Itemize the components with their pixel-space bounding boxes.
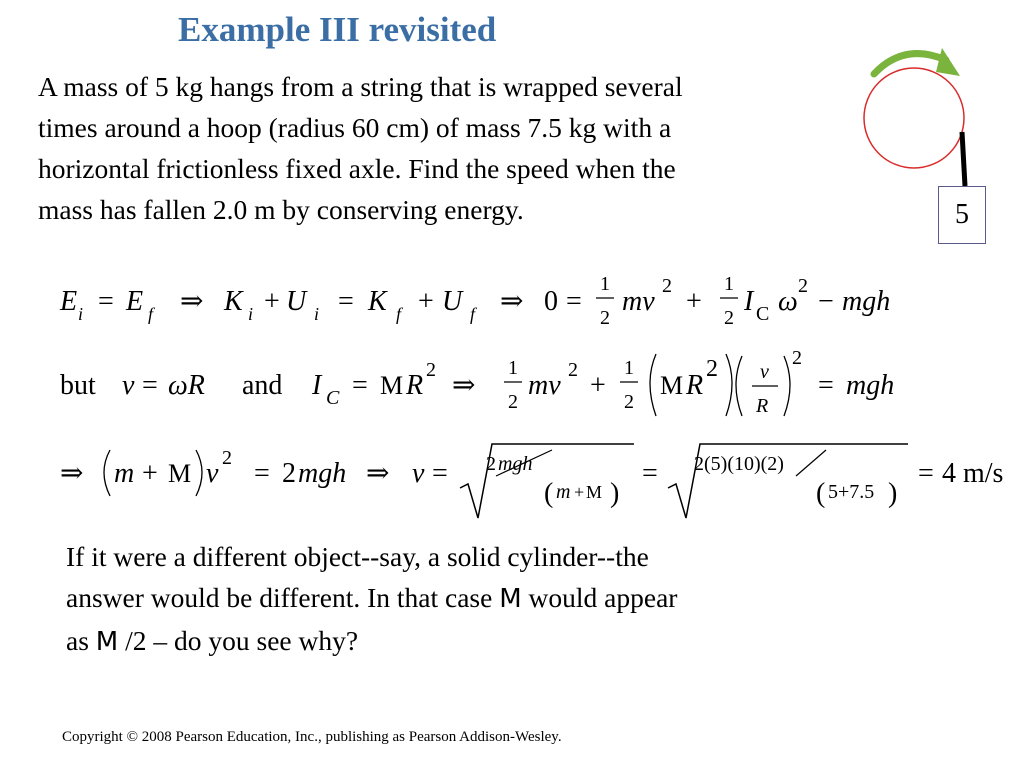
svg-text:mgh: mgh	[498, 453, 533, 475]
svg-text:1: 1	[724, 273, 734, 295]
svg-text:f: f	[148, 304, 154, 324]
equation-substitution	[56, 346, 926, 426]
follow-up-line: answer would be different. In that case M would appear	[66, 582, 678, 614]
string-icon	[962, 132, 965, 186]
svg-text:mgh: mgh	[298, 458, 347, 489]
svg-text:mv: mv	[528, 370, 561, 401]
hoop-mass-symbol: M	[95, 627, 119, 657]
svg-text:): )	[610, 478, 620, 509]
arrow-head-icon	[936, 48, 960, 76]
svg-text:2: 2	[222, 447, 232, 469]
svg-text:i: i	[314, 304, 320, 324]
equation-energy-conservation	[56, 268, 926, 334]
svg-text:=: =	[566, 286, 582, 317]
svg-text:⇒: ⇒	[366, 458, 390, 489]
problem-statement	[38, 66, 848, 230]
svg-text:+: +	[686, 286, 702, 317]
svg-text:−: −	[818, 286, 834, 317]
svg-text:⇒: ⇒	[60, 458, 84, 489]
svg-text:v: v	[412, 458, 425, 489]
svg-text:U: U	[286, 286, 307, 317]
svg-text:v: v	[206, 458, 219, 489]
svg-text:mgh: mgh	[846, 370, 895, 401]
svg-text:=: =	[142, 370, 158, 401]
svg-text:2(5)(10)(2): 2(5)(10)(2)	[694, 453, 784, 475]
svg-text:=: =	[818, 370, 834, 401]
hanging-mass: 5	[938, 186, 986, 244]
svg-text:+: +	[590, 370, 606, 401]
svg-text:K: K	[224, 286, 243, 317]
svg-text:2: 2	[486, 453, 496, 475]
svg-text:i: i	[78, 304, 84, 324]
svg-text:2: 2	[600, 307, 610, 329]
svg-text:f: f	[396, 304, 402, 324]
svg-text:1: 1	[600, 273, 610, 295]
follow-up-line: If it were a different object--say, a solid cylinder--the	[66, 541, 649, 572]
svg-text:M: M	[586, 482, 603, 502]
svg-text:⇒: ⇒	[452, 370, 476, 401]
svg-text:f: f	[470, 304, 476, 324]
svg-text:R: R	[406, 370, 424, 401]
problem-line: A mass of 5 kg hangs from a string that is wrapped several	[38, 71, 683, 102]
svg-text:M: M	[380, 371, 404, 400]
svg-text:2: 2	[568, 359, 578, 381]
svg-text:C: C	[326, 387, 340, 409]
svg-text:0: 0	[544, 286, 558, 317]
svg-text:R: R	[686, 370, 704, 401]
svg-text:2: 2	[508, 391, 518, 413]
svg-text:2: 2	[624, 391, 634, 413]
svg-text:2: 2	[426, 359, 436, 381]
svg-text:5+7.5: 5+7.5	[828, 481, 875, 503]
svg-text:+: +	[264, 286, 280, 317]
svg-text:I: I	[744, 286, 754, 317]
svg-text:2: 2	[706, 356, 718, 382]
svg-text:v: v	[760, 361, 769, 383]
svg-text:i: i	[248, 304, 254, 324]
svg-text:m: m	[556, 481, 571, 503]
svg-text:): )	[888, 478, 898, 509]
svg-text:=: =	[98, 286, 114, 317]
svg-text:1: 1	[624, 357, 634, 379]
svg-text:M: M	[660, 371, 684, 400]
svg-text:(: (	[816, 478, 826, 509]
equation-solution	[56, 436, 1016, 526]
svg-text:but: but	[60, 370, 96, 401]
svg-text:=: =	[642, 458, 658, 489]
hoop-icon	[864, 68, 964, 168]
problem-line: times around a hoop (radius 60 cm) of mass 7.5 kg with a	[38, 112, 672, 143]
svg-text:R: R	[756, 395, 769, 417]
svg-text:2: 2	[662, 275, 672, 297]
problem-line: horizontal frictionless fixed axle. Find the speed when the	[38, 153, 676, 184]
svg-text:v: v	[122, 370, 135, 401]
svg-text:m: m	[114, 458, 135, 489]
svg-text:2: 2	[798, 275, 808, 297]
svg-text:ωR: ωR	[168, 370, 205, 401]
svg-text:⇒: ⇒	[180, 286, 204, 317]
svg-text:=: =	[352, 370, 368, 401]
copyright-footer: Copyright © 2008 Pearson Education, Inc., publishing as Pearson Addison-Wesley.	[62, 729, 562, 745]
svg-text:4 m/s: 4 m/s	[942, 458, 1004, 489]
svg-text:=: =	[254, 458, 270, 489]
problem-line: mass has fallen 2.0 m by conserving energy.	[38, 194, 524, 225]
svg-text:1: 1	[508, 357, 518, 379]
svg-text:2: 2	[282, 458, 296, 489]
svg-text:E: E	[60, 286, 78, 317]
slide-title: Example III revisited	[178, 10, 497, 49]
svg-text:+: +	[574, 482, 585, 502]
svg-text:M: M	[168, 459, 192, 488]
svg-text:2: 2	[792, 347, 802, 369]
svg-text:and: and	[242, 370, 283, 401]
hoop-mass-symbol: M	[499, 584, 522, 614]
svg-text:(: (	[544, 478, 554, 509]
follow-up-line: as M /2 – do you see why?	[66, 625, 359, 657]
svg-text:=: =	[338, 286, 354, 317]
hoop-diagram	[858, 40, 1008, 200]
svg-text:U: U	[442, 286, 463, 317]
svg-text:I: I	[312, 370, 322, 401]
svg-text:C: C	[756, 303, 770, 325]
svg-text:K: K	[368, 286, 387, 317]
svg-text:=: =	[918, 458, 934, 489]
svg-text:⇒: ⇒	[500, 286, 524, 317]
svg-text:ω: ω	[778, 286, 798, 317]
svg-text:=: =	[432, 458, 448, 489]
svg-text:2: 2	[724, 307, 734, 329]
svg-text:+: +	[418, 286, 434, 317]
follow-up-question	[66, 536, 856, 663]
svg-text:mv: mv	[622, 286, 655, 317]
svg-text:E: E	[126, 286, 144, 317]
svg-text:+: +	[142, 458, 158, 489]
svg-text:mgh: mgh	[842, 286, 891, 317]
rotation-arrow-icon	[874, 54, 946, 74]
